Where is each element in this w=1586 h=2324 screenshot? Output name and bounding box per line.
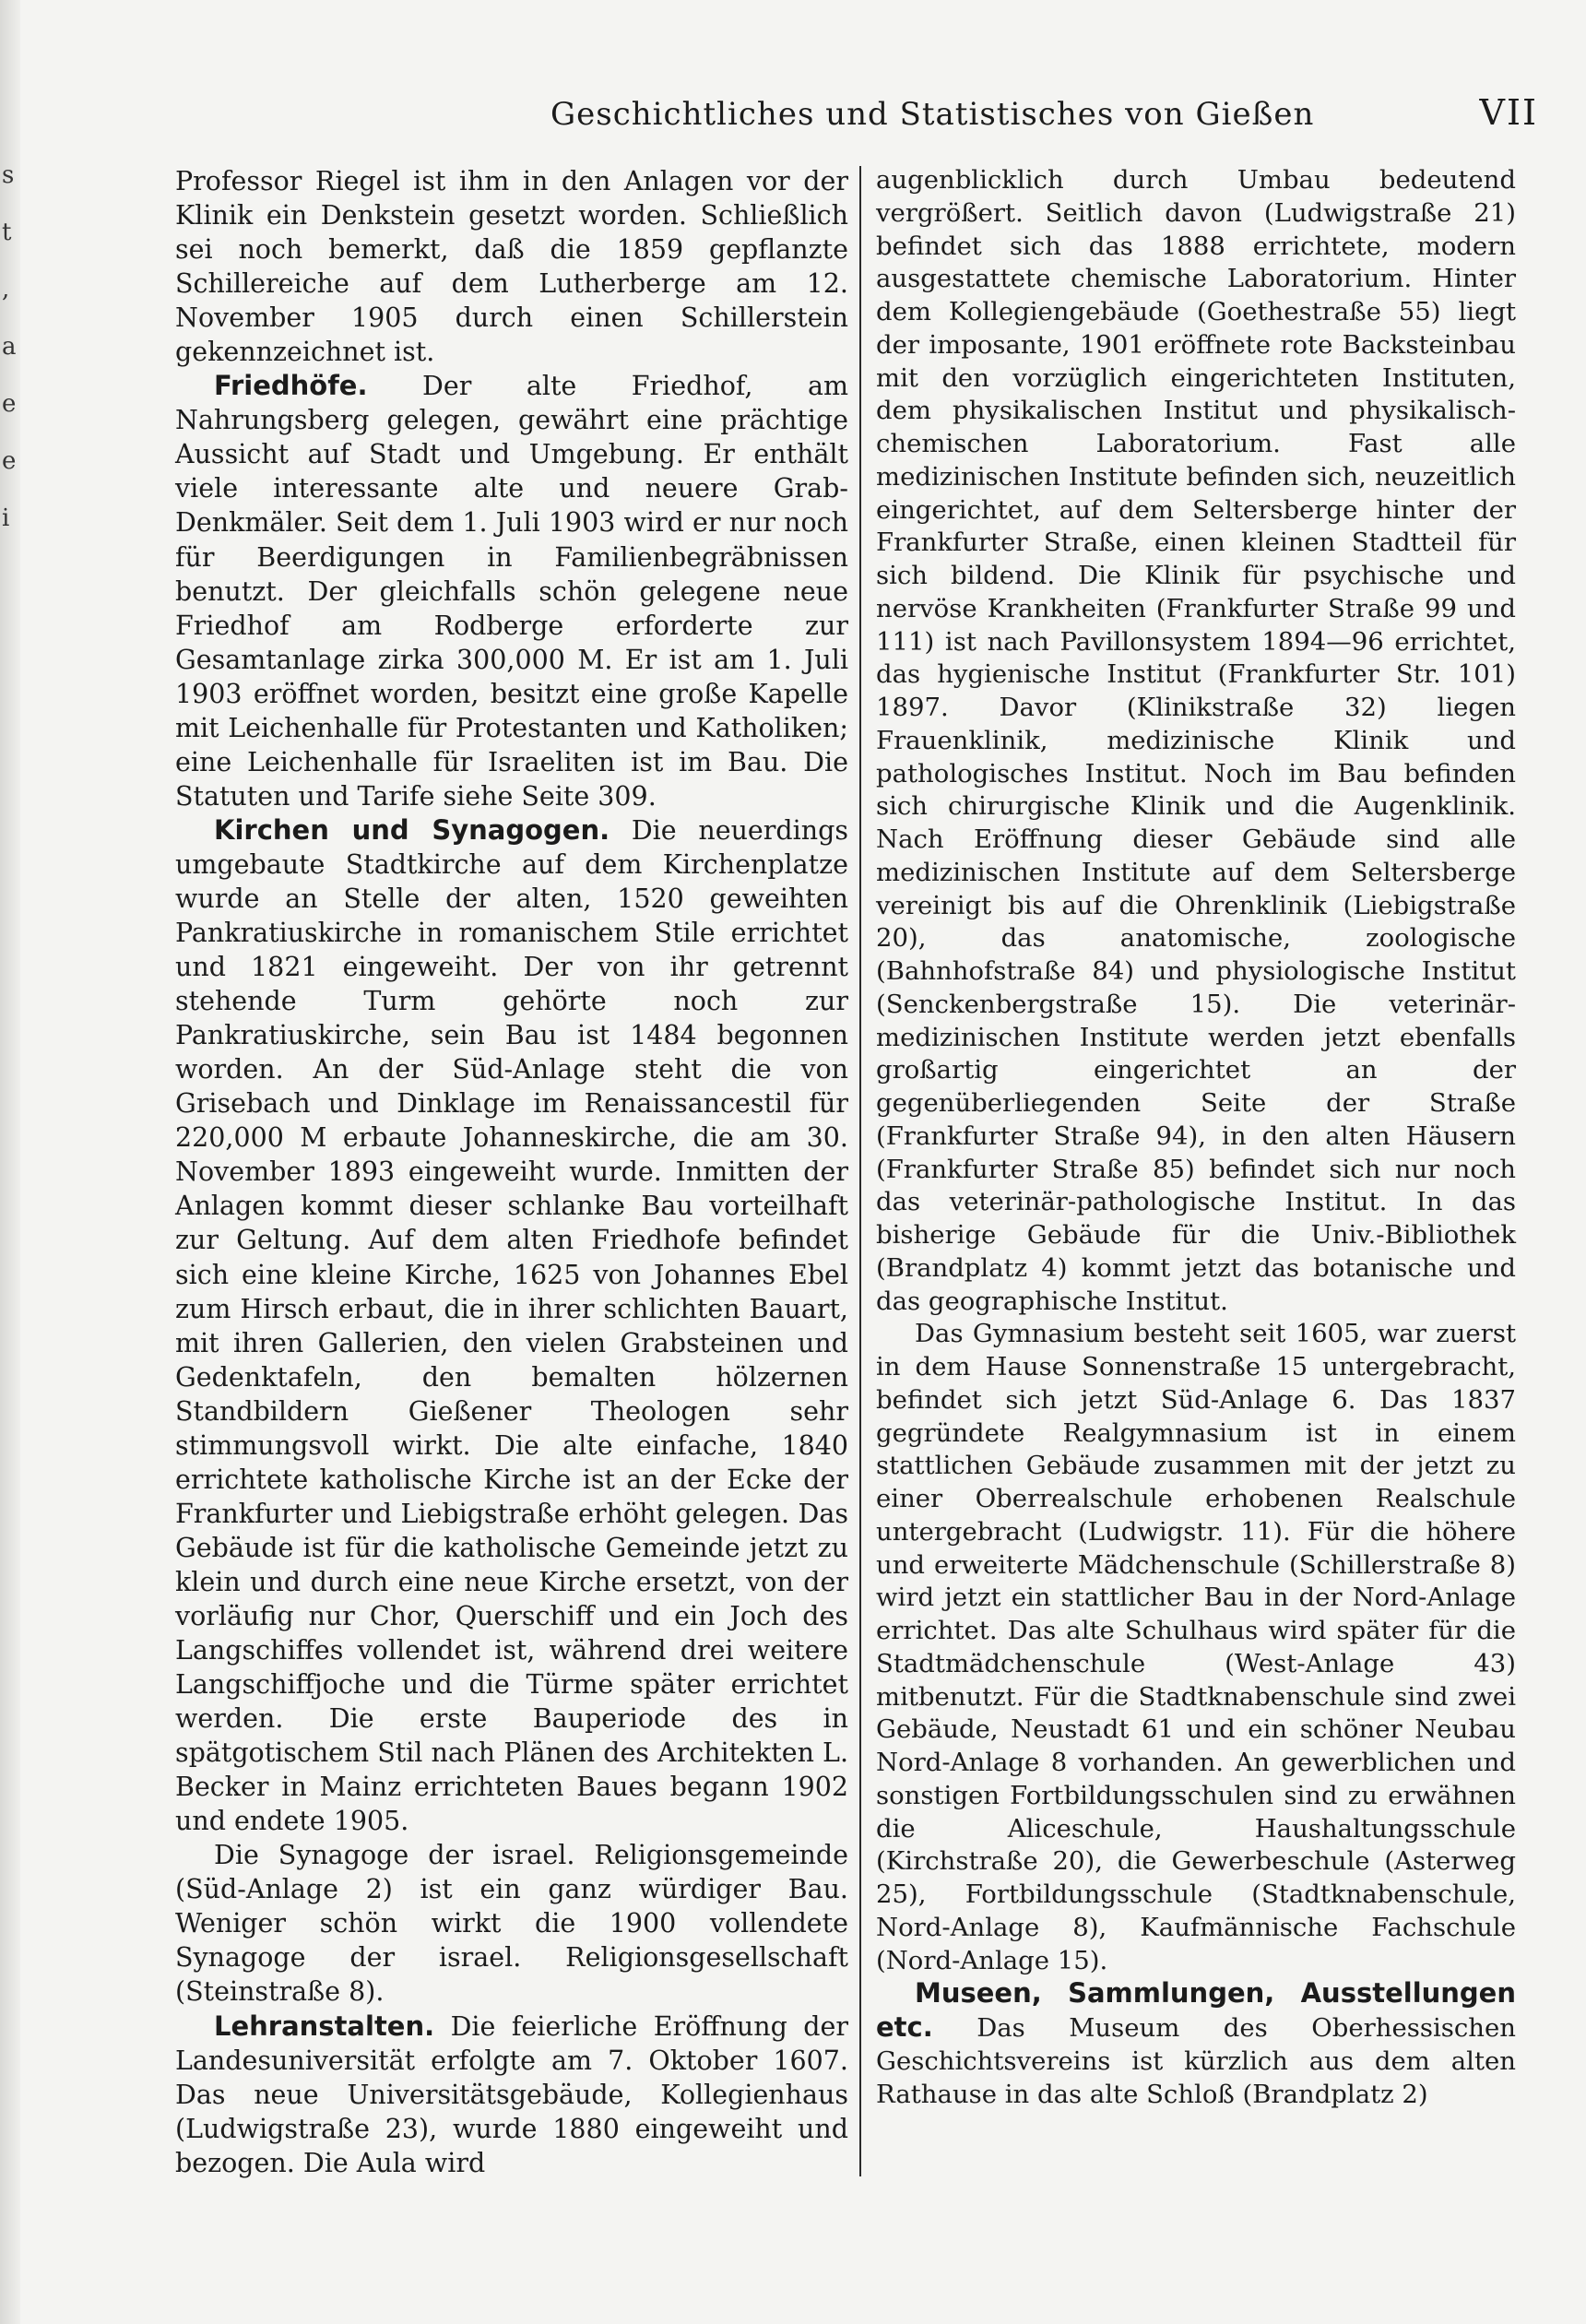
paragraph-text: Die neuerdings umgebaute Stadtkirche auf dem Kirchenplatze wurde an Stelle der alten, 1520 geweihten Pankratiuskirche in romanischem Stile errichtet und 1821 eingeweiht. Der von ihr getrennt stehende Turm gehörte noch zur Pankratiuskirche, sein Bau ist 1484 begonnen worden. An der Süd-Anlage steht die von Grisebach und Dinklage im Renaissancestil für 220,000 M erbaute Johanneskirche, die am 30. November 1893 eingeweiht wurde. Inmitten der Anlagen kommt dieser schlanke Bau vorteilhaft zur Geltung. Auf dem alten Friedhofe befindet sich eine kleine Kirche, 1625 von Johannes Ebel zum Hirsch erbaut, die in ihrer schlichten Bauart, mit ihren Gallerien, den vielen Grabsteinen und Gedenktafeln, den bemalten hölzernen Standbildern Gießener Theologen sehr stimmungsvoll wirkt. Die alte einfache, 1840 errichtete katholische Kirche ist an der Ecke der Frankfurter und Liebigstraße erhöht gelegen. Das Gebäude ist für die katholische Gemeinde jetzt zu klein und durch eine neue Kirche ersetzt, von der vorläufig nur Chor, Querschiff und ein Joch des Langschiffes vollendet ist, während drei weitere Langschiffjoche und die Türme später errichtet werden. Die erste Bauperiode des in spätgotischem Stil nach Plänen des Architekten L. Becker in Mainz errichteten Baues begann 1902 und endete 1905.: [175, 814, 848, 1837]
paragraph-text: Die feierliche Eröffnung der Landesuniversität erfolgte am 7. Oktober 1607. Das neue Universitätsgebäude, Kollegienhaus (Ludwigstraße 23), wurde 1880 eingeweiht und bezogen. Die Aula wird: [175, 2010, 848, 2178]
paragraph: Professor Riegel ist ihm in den Anlagen vor der Klinik ein Denkstein gesetzt worden. Schließlich sei noch bemerkt, daß die 1859 gepflanzte Schillereiche auf dem Lutherberge am 12. November 1905 durch einen Schillerstein gekennzeichnet ist.: [175, 166, 848, 368]
section-heading-lehranstalten: Lehranstalten.: [214, 2010, 435, 2042]
left-column: [175, 164, 848, 2180]
paragraph-text: Der alte Friedhof, am Nahrungsberg gelegen, gewährt eine prächtige Aussicht auf Stadt und Umgebung. Er enthält viele interessante alte und neuere Grab-Denkmäler. Seit dem 1. Juli 1903 wird er nur noch für Beerdigungen in Familienbegräbnissen benutzt. Der gleichfalls schön gelegene neue Friedhof am Rodberge erforderte zur Gesamtanlage zirka 300,000 M. Er ist am 1. Juli 1903 eröffnet worden, besitzt eine große Kapelle mit Leichenhalle für Protestanten und Katholiken; eine Leichenhalle für Israeliten ist im Bau. Die Statuten und Tarife siehe Seite 309.: [175, 371, 848, 812]
paragraph-lehranstalten: [175, 2010, 848, 2180]
section-heading-museen: Museen, Sammlungen, Ausstellungen etc.: [876, 1977, 1516, 2043]
section-heading-friedhoefe: Friedhöfe.: [214, 370, 368, 402]
paragraph-gymnasium: Das Gymnasium besteht seit 1605, war zuerst in dem Hause Sonnenstraße 15 untergebracht, befindet sich jetzt Süd-Anlage 6. Das 1837 gegründete Realgymnasium ist in einem stattlichen Gebäude zusammen mit der jetzt zu einer Oberrealschule erhobenen Realschule untergebracht (Ludwigstr. 11). Für die höhere und erweiterte Mädchenschule (Schillerstraße 8) wird jetzt ein stattlicher Bau in der Nord-Anlage errichtet. Das alte Schulhaus wird später für die Stadtmädchenschule (West-Anlage 43) mitbenutzt. Für die Stadtknabenschule sind zwei Gebäude, Neustadt 61 und ein schöner Neubau Nord-Anlage 8 vorhanden. An gewerblichen und sonstigen Fortbildungsschulen sind zu erwähnen die Aliceschule, Haushaltungsschule (Kirchstraße 20), die Gewerbeschule (Asterweg 25), Fortbildungsschule (Stadtknabenschule, Nord-Anlage 8), Kaufmännische Fachschule (Nord-Anlage 15).: [876, 1319, 1516, 1975]
paragraph-friedhoefe: [175, 369, 848, 813]
page-gutter-edge: [0, 0, 20, 2324]
running-header: [159, 92, 1538, 148]
page-number: VII: [1479, 92, 1538, 133]
paragraph: augenblicklich durch Umbau bedeutend vergrößert. Seitlich davon (Ludwigstraße 21) befindet sich das 1888 errichtete, modern ausgestattete chemische Laboratorium. Hinter dem Kollegiengebäude (Goethestraße 55) liegt der imposante, 1901 eröffnete rote Backsteinbau mit den vorzüglich eingerichteten Instituten, dem physikalischen Institut und physikalisch-chemischen Laboratorium. Fast alle medizinischen Institute befinden sich, neuzeitlich eingerichtet, auf dem Seltersberge hinter der Frankfurter Straße, einen kleinen Stadtteil für sich bildend. Die Klinik für psychische und nervöse Krankheiten (Frankfurter Straße 99 und 111) ist nach Pavillonsystem 1894—96 errichtet, das hygienische Institut (Frankfurter Str. 101) 1897. Davor (Klinikstraße 32) liegen Frauenklinik, medizinische Klinik und pathologisches Institut. Noch im Bau befinden sich chirurgische Klinik und die Augenklinik. Nach Eröffnung dieser Gebäude sind alle medizinischen Institute auf dem Seltersberge vereinigt bis auf die Ohrenklinik (Liebigstraße 20), das anatomische, zoologische (Bahnhofstraße 84) und physiologische Institut (Senckenbergstraße 15). Die veterinär-medizinischen Institute werden jetzt ebenfalls großartig eingerichtet an der gegenüberliegenden Seite der Straße (Frankfurter Straße 94), in den alten Häusern (Frankfurter Straße 85) befindet sich nur noch das veterinär-pathologische Institut. In das bisherige Gebäude für die Univ.-Bibliothek (Brandplatz 4) kommt jetzt das botanische und das geographische Institut.: [876, 165, 1516, 1316]
paragraph-kirchen: [175, 813, 848, 1838]
paragraph-text: Das Museum des Oberhessischen Geschichtsvereins ist kürzlich aus dem alten Rathause in das alte Schloß (Brandplatz 2): [876, 2013, 1516, 2109]
header-title: Geschichtliches und Statistisches von Gießen: [550, 96, 1315, 133]
paragraph-synagoge: Die Synagoge der israel. Religionsgemeinde (Süd-Anlage 2) ist ein ganz würdiger Bau. Weniger schön wirkt die 1900 vollendete Synagoge der israel. Religionsgesellschaft (Steinstraße 8).: [175, 1840, 848, 2008]
edge-marks: s t , a e e i: [2, 161, 17, 532]
right-column: [876, 164, 1516, 2111]
section-heading-kirchen: Kirchen und Synagogen.: [214, 813, 610, 846]
paragraph-museen: [876, 1977, 1516, 2111]
column-divider: [859, 166, 861, 2176]
